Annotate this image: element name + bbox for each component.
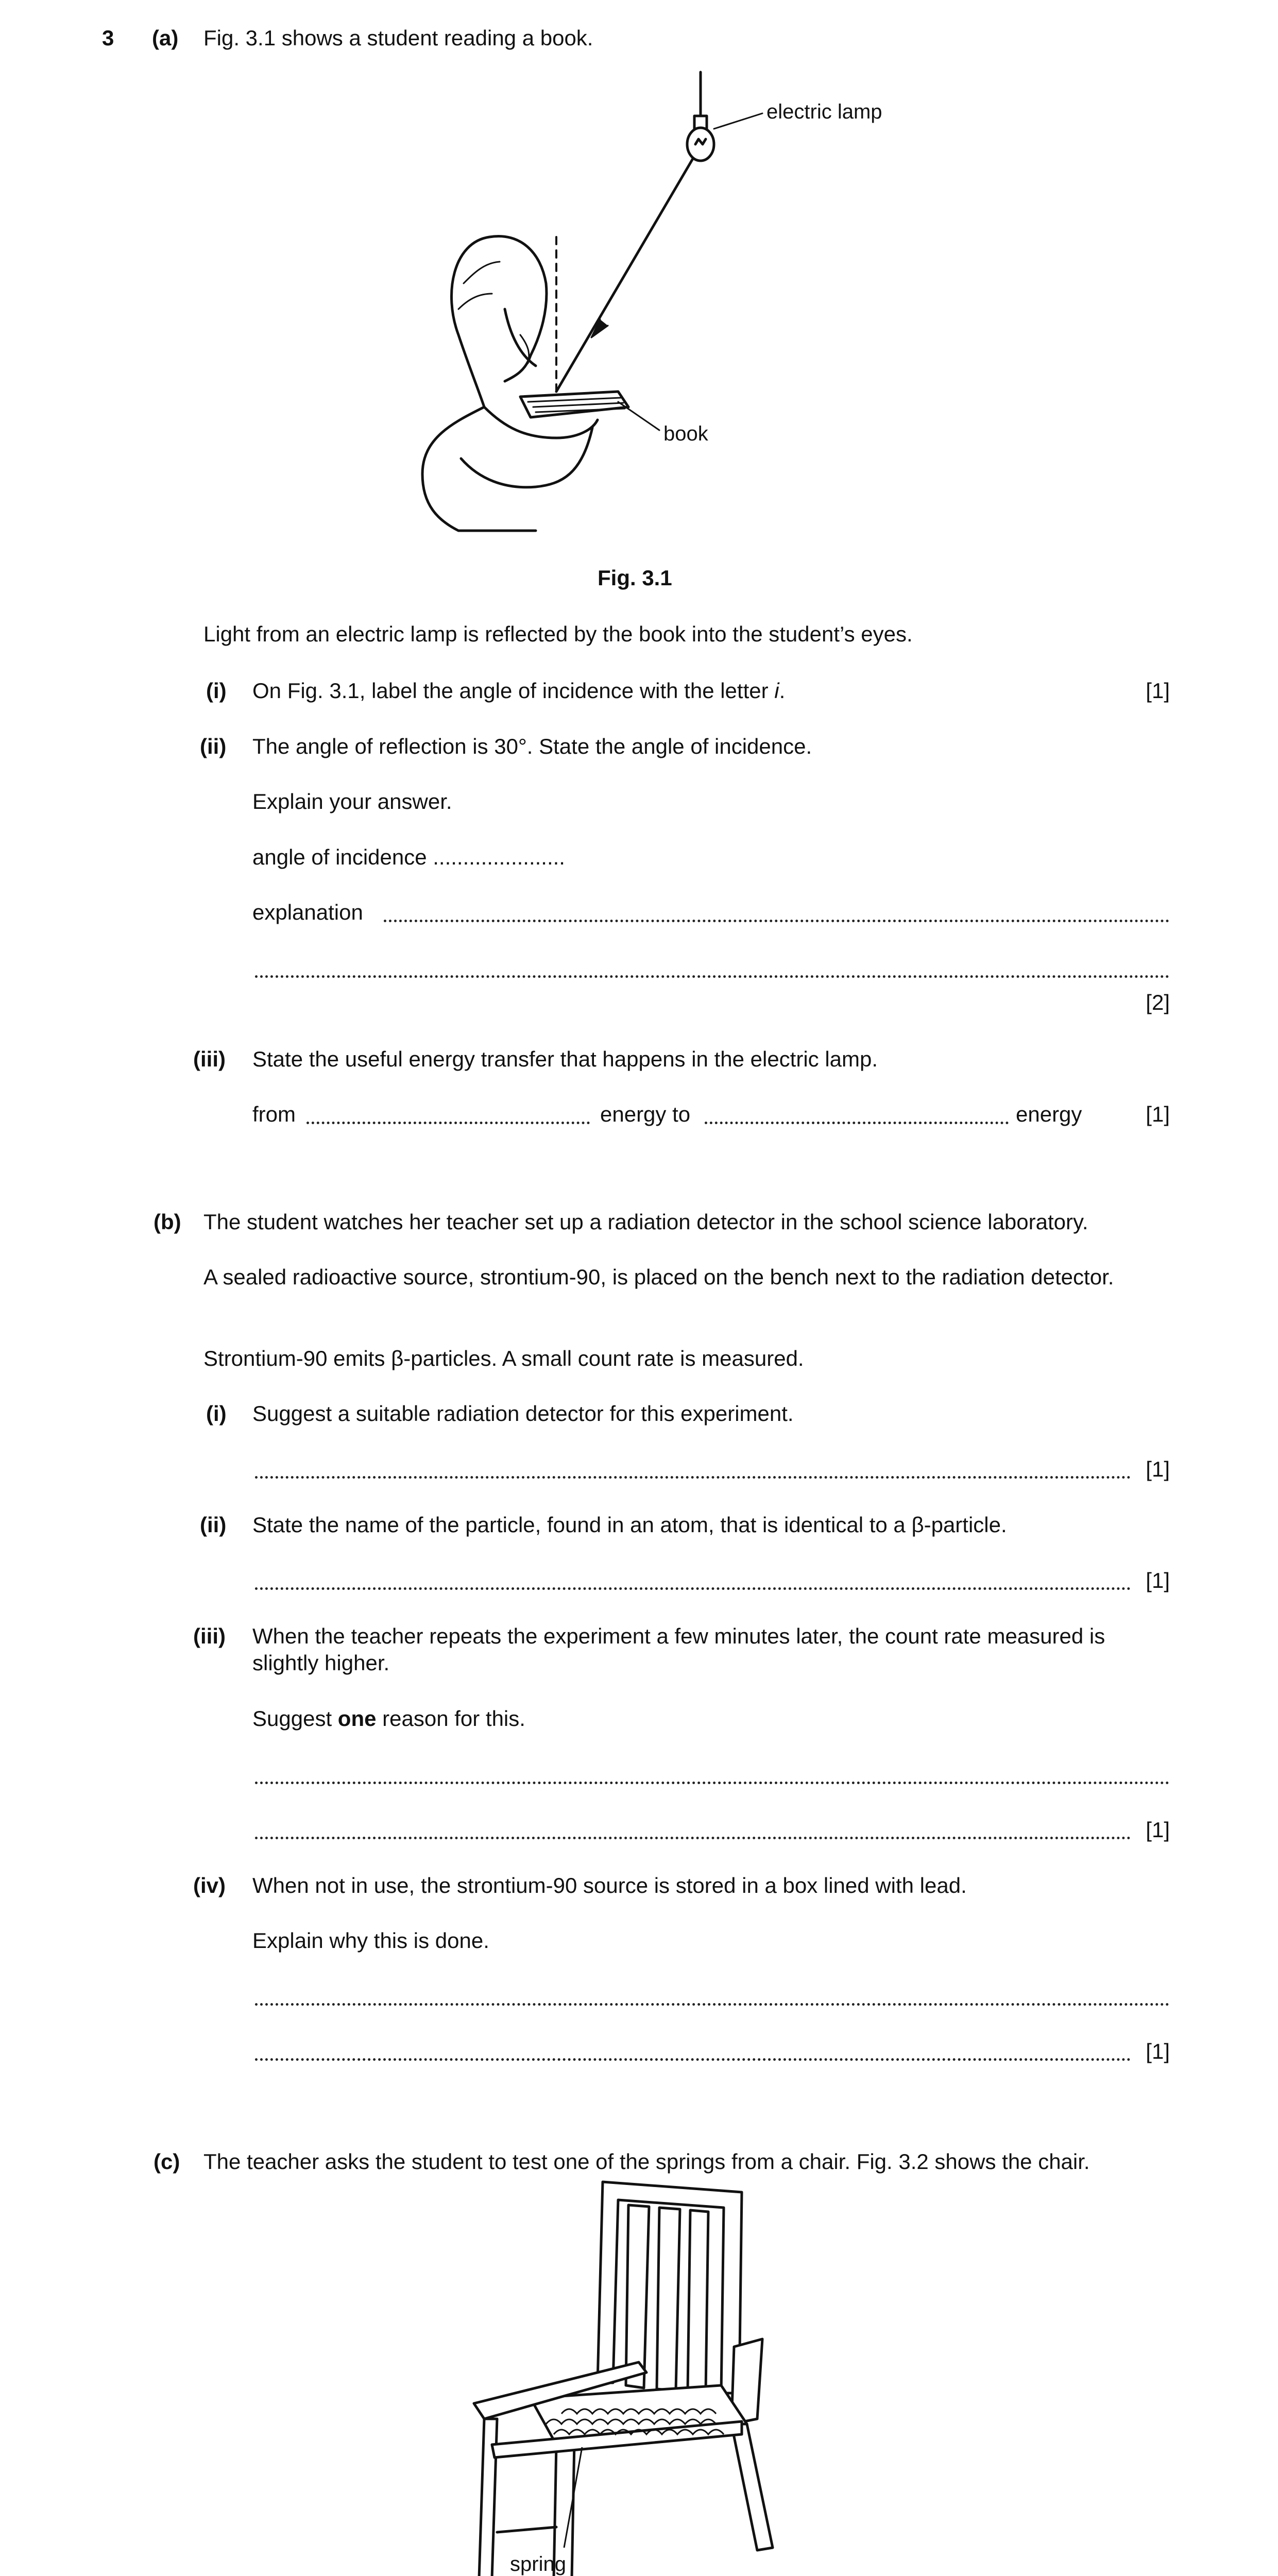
part-b-intro: The student watches her teacher set up a radiation detector in the school science laboratory. [203,1210,1088,1234]
part-a-label: (a) [152,26,179,50]
energy-to-label: energy to [600,1102,691,1126]
part-a-ii-label: (ii) [200,734,227,758]
part-b-iii-label: (iii) [193,1624,226,1648]
energy-label: energy [1016,1102,1082,1126]
part-b-i-mark: [1] [1146,1457,1170,1481]
part-a-ii-explain: Explain your answer. [252,789,452,814]
part-a-iii-text: State the useful energy transfer that happens in the electric lamp. [252,1047,878,1071]
fig-3-1-caption: Fig. 3.1 [598,566,672,590]
part-b-iv-label: (iv) [193,1873,226,1897]
part-a-intro: Fig. 3.1 shows a student reading a book. [203,26,593,50]
part-a-i-mark: [1] [1146,679,1170,703]
part-a-i-label: (i) [206,679,227,703]
part-a-ii-text: The angle of reflection is 30°. State the angle of incidence. [252,734,812,758]
part-b-ii-label: (ii) [200,1513,227,1537]
part-a-statement: Light from an electric lamp is reflected by the book into the student’s eyes. [203,622,913,646]
question-number: 3 [102,26,114,50]
part-b-ii-text: State the name of the particle, found in an atom, that is identical to a β-particle. [252,1513,1007,1537]
part-b-iv-explain: Explain why this is done. [252,1928,489,1953]
part-a-ii-mark: [2] [1146,990,1170,1014]
part-b-i-text: Suggest a suitable radiation detector for this experiment. [252,1401,794,1426]
angle-of-incidence-prompt: angle of incidence ...................... [252,845,565,869]
part-b-iv-mark: [1] [1146,2039,1170,2063]
explanation-prompt: explanation [252,900,363,924]
part-a-iii-label: (iii) [193,1047,226,1071]
part-c-intro: The teacher asks the student to test one of the springs from a chair. Fig. 3.2 shows the chair. [203,2149,1090,2174]
electric-lamp-label: electric lamp [766,100,882,123]
part-b-iii-mark: [1] [1146,1818,1170,1842]
spring-label: spring [510,2553,566,2575]
part-c-label: (c) [154,2149,180,2174]
part-b-para2: Strontium-90 emits β-particles. A small count rate is measured. [203,1346,804,1370]
book-label: book [663,422,708,445]
part-b-para1: A sealed radioactive source, strontium-90, is placed on the bench next to the radiation detector. [203,1265,1114,1289]
part-b-ii-mark: [1] [1146,1568,1170,1592]
part-a-i-text: On Fig. 3.1, label the angle of incidence with the letter i. [252,679,786,703]
part-a-iii-mark: [1] [1146,1102,1170,1126]
part-b-iii-text: When the teacher repeats the experiment a few minutes later, the count rate measured is slightly higher. [252,1624,1105,1675]
part-b-i-label: (i) [206,1401,227,1426]
part-b-iii-suggest: Suggest one reason for this. [252,1706,525,1731]
part-b-iv-text: When not in use, the strontium-90 source is stored in a box lined with lead. [252,1873,967,1897]
from-label: from [252,1102,296,1126]
part-b-label: (b) [154,1210,181,1234]
